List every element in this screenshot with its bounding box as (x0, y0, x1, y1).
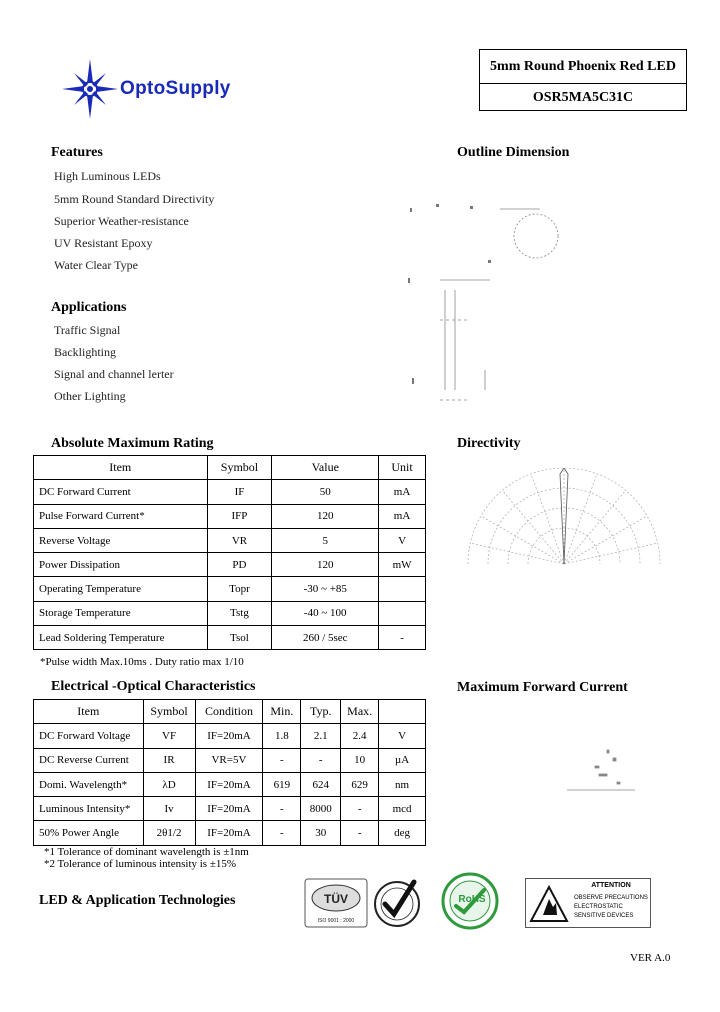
attention-line: OBSERVE PRECAUTIONS (574, 895, 648, 901)
column-header: Unit (379, 456, 426, 480)
symbol-cell: Iv (143, 797, 195, 821)
directivity-chart (460, 468, 670, 568)
column-header: Min. (263, 700, 301, 724)
condition-cell: IF=20mA (195, 772, 263, 796)
table-row (34, 577, 426, 601)
unit-cell: mW (379, 553, 426, 577)
item-cell: Lead Soldering Temperature (34, 626, 208, 650)
item-cell: DC Forward Voltage (34, 724, 144, 748)
feature-item: High Luminous LEDs (54, 169, 161, 183)
attention-title: ATTENTION (591, 882, 631, 889)
unit-cell: V (379, 724, 426, 748)
star-burst-icon (62, 59, 118, 119)
item-cell: Operating Temperature (34, 577, 208, 601)
table-row (34, 748, 426, 772)
feature-item: Water Clear Type (54, 258, 138, 272)
value-cell: -30 ~ +85 (272, 577, 379, 601)
max-cell: - (341, 821, 379, 845)
table-row (34, 601, 426, 625)
table-row (34, 553, 426, 577)
application-item: Signal and channel lerter (54, 367, 174, 381)
min-cell: 1.8 (263, 724, 301, 748)
product-title: 5mm Round Phoenix Red LED (480, 50, 686, 84)
unit-cell: nm (379, 772, 426, 796)
condition-cell: VR=5V (195, 748, 263, 772)
symbol-cell: Tstg (207, 601, 272, 625)
table-row (34, 772, 426, 796)
unit-cell: - (379, 626, 426, 650)
unit-cell (379, 601, 426, 625)
item-cell: Pulse Forward Current* (34, 504, 208, 528)
feature-item: 5mm Round Standard Directivity (54, 192, 215, 206)
feature-item: UV Resistant Epoxy (54, 236, 153, 250)
value-cell: -40 ~ 100 (272, 601, 379, 625)
title-box (479, 49, 687, 111)
table-header-row (34, 700, 426, 724)
typ-cell: - (301, 748, 341, 772)
features-heading: Features (51, 145, 103, 160)
value-cell: 50 (272, 480, 379, 504)
table-row (34, 480, 426, 504)
application-item: Backlighting (54, 345, 116, 359)
value-cell: 120 (272, 504, 379, 528)
unit-cell: V (379, 528, 426, 552)
symbol-cell: Topr (207, 577, 272, 601)
outline-heading: Outline Dimension (457, 145, 570, 160)
max-current-chart (555, 740, 645, 800)
item-cell: Domi. Wavelength* (34, 772, 144, 796)
unit-cell: mcd (379, 797, 426, 821)
eo-note: *2 Tolerance of luminous intensity is ±15% (44, 858, 237, 870)
typ-cell: 8000 (301, 797, 341, 821)
unit-cell: µA (379, 748, 426, 772)
column-header: Item (34, 456, 208, 480)
max-cell: 2.4 (341, 724, 379, 748)
item-cell: DC Forward Current (34, 480, 208, 504)
symbol-cell: 2θ1/2 (143, 821, 195, 845)
item-cell: Power Dissipation (34, 553, 208, 577)
column-header: Value (272, 456, 379, 480)
unit-cell: mA (379, 480, 426, 504)
condition-cell: IF=20mA (195, 724, 263, 748)
column-header: Item (34, 700, 144, 724)
typ-cell: 624 (301, 772, 341, 796)
eo-heading: Electrical -Optical Characteristics (51, 679, 256, 694)
symbol-cell: λD (143, 772, 195, 796)
eo-table (33, 699, 426, 846)
column-header: Symbol (143, 700, 195, 724)
abs-max-table (33, 455, 426, 650)
rohs-text: RoHS (458, 894, 486, 905)
item-cell: Luminous Intensity* (34, 797, 144, 821)
item-cell: Reverse Voltage (34, 528, 208, 552)
max-cell: 629 (341, 772, 379, 796)
symbol-cell: IFP (207, 504, 272, 528)
tuv-text: TÜV (324, 892, 348, 906)
applications-heading: Applications (51, 300, 127, 315)
brand-name: OptoSupply (120, 78, 231, 99)
unit-cell (379, 577, 426, 601)
application-item: Traffic Signal (54, 323, 121, 337)
symbol-cell: VF (143, 724, 195, 748)
table-row (34, 528, 426, 552)
symbol-cell: IR (143, 748, 195, 772)
rohs-badge-icon (436, 872, 504, 930)
symbol-cell: VR (207, 528, 272, 552)
max-cell: 10 (341, 748, 379, 772)
condition-cell: IF=20mA (195, 797, 263, 821)
abs-max-note: *Pulse width Max.10ms . Duty ratio max 1/10 (40, 656, 244, 668)
application-item: Other Lighting (54, 389, 126, 403)
esd-attention-label (525, 878, 651, 928)
max-current-heading: Maximum Forward Current (457, 680, 628, 695)
item-cell: Storage Temperature (34, 601, 208, 625)
typ-cell: 30 (301, 821, 341, 845)
table-row (34, 724, 426, 748)
iso-text: ISO 9001 : 2000 (317, 918, 355, 924)
table-row (34, 797, 426, 821)
column-header: Symbol (207, 456, 272, 480)
tuv-badge-icon (304, 878, 368, 928)
attention-line: SENSITIVE DEVICES (574, 913, 634, 919)
table-header-row (34, 456, 426, 480)
feature-item: Superior Weather-resistance (54, 214, 189, 228)
column-header: Max. (341, 700, 379, 724)
version-label: VER A.0 (630, 952, 671, 964)
eo-note: *1 Tolerance of dominant wavelength is ±1nm (44, 846, 249, 858)
unit-cell: deg (379, 821, 426, 845)
typ-cell: 2.1 (301, 724, 341, 748)
column-header: Condition (195, 700, 263, 724)
value-cell: 260 / 5sec (272, 626, 379, 650)
min-cell: - (263, 821, 301, 845)
table-row (34, 821, 426, 845)
symbol-cell: IF (207, 480, 272, 504)
min-cell: 619 (263, 772, 301, 796)
part-number: OSR5MA5C31C (532, 89, 634, 105)
max-cell: - (341, 797, 379, 821)
value-cell: 5 (272, 528, 379, 552)
column-header: Typ. (301, 700, 341, 724)
esd-warning-icon (529, 885, 569, 923)
column-header (379, 700, 426, 724)
table-row (34, 626, 426, 650)
value-cell: 120 (272, 553, 379, 577)
symbol-cell: Tsol (207, 626, 272, 650)
item-cell: 50% Power Angle (34, 821, 144, 845)
outline-drawing (400, 180, 560, 420)
unit-cell: mA (379, 504, 426, 528)
certified-check-icon (370, 876, 424, 928)
item-cell: DC Reverse Current (34, 748, 144, 772)
condition-cell: IF=20mA (195, 821, 263, 845)
company-name: LED & Application Technologies (39, 893, 236, 908)
table-row (34, 504, 426, 528)
min-cell: - (263, 797, 301, 821)
attention-line: ELECTROSTATIC (574, 904, 623, 910)
symbol-cell: PD (207, 553, 272, 577)
abs-max-heading: Absolute Maximum Rating (51, 436, 214, 451)
min-cell: - (263, 748, 301, 772)
directivity-heading: Directivity (457, 436, 521, 451)
